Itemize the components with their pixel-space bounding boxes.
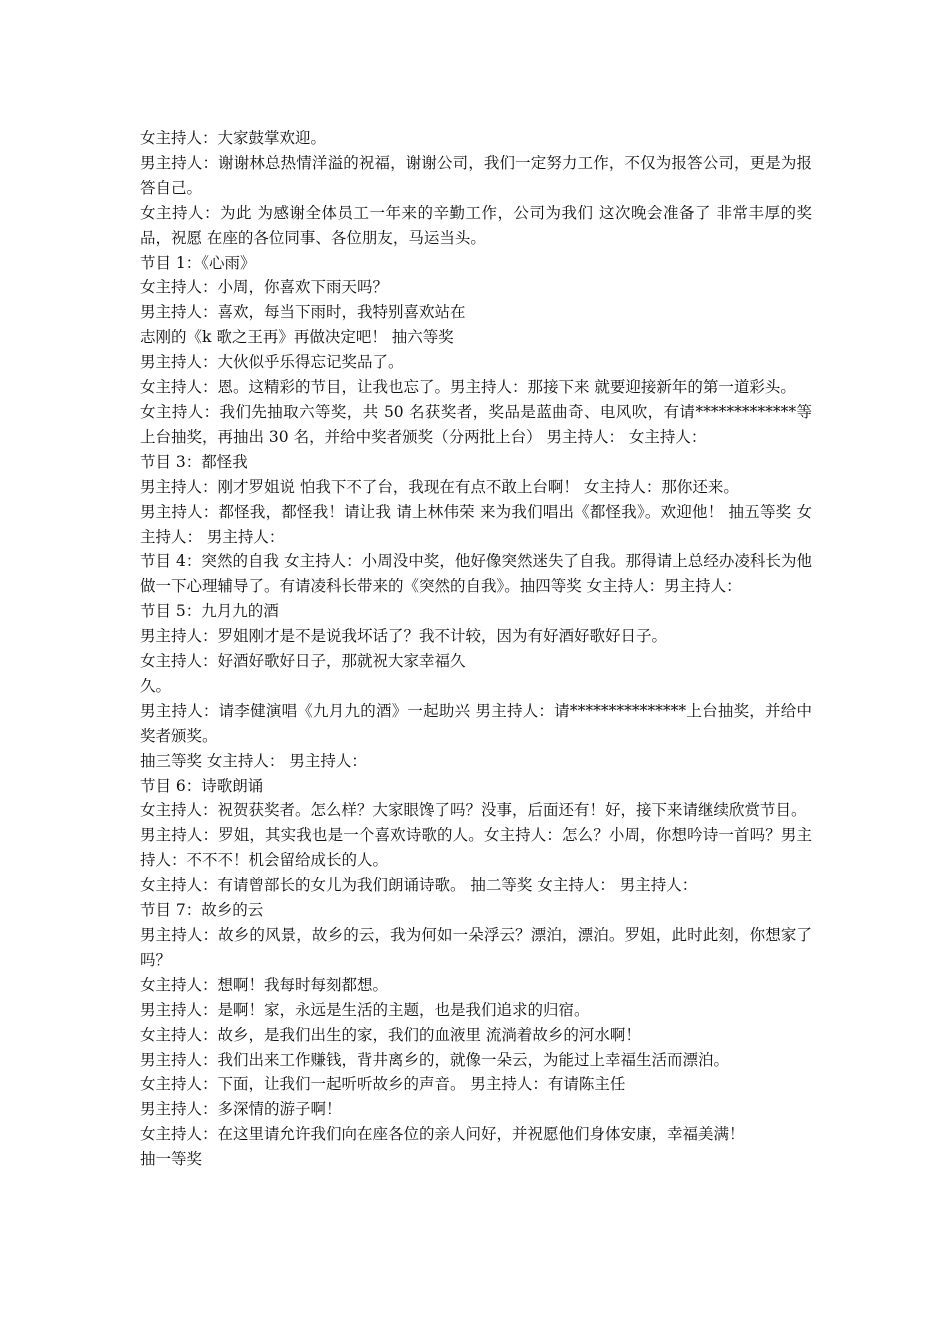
paragraph: 女主持人：下面，让我们一起听听故乡的声音。 男主持人：有请陈主任 [140,1075,626,1094]
paragraph: 节目 4：突然的自我 女主持人：小周没中奖，他好像突然迷失了自我。那得请上总经办凌科长为他做一下心理辅导了。有请凌科长带来的《突然的自我》。抽四等奖 女主持人：男主持人： [140,552,813,596]
paragraph: 抽三等奖 女主持人： 男主持人： [140,751,367,770]
paragraph: 女主持人：在这里请允许我们向在座各位的亲人问好，并祝愿他们身体安康，幸福美满！ [140,1125,745,1144]
paragraph: 男主持人：喜欢，每当下雨时，我特别喜欢站在 [140,303,466,322]
paragraph: 女主持人：祝贺获奖者。怎么样？大家眼馋了吗？没事，后面还有！好，接下来请继续欣赏节目。 [140,801,807,820]
program-heading: 节目 1：《心雨》 [140,253,256,272]
paragraph: 久。 [140,676,172,695]
paragraph: 女主持人：想啊！我每时每刻都想。 [140,975,389,994]
paragraph: 女主持人：我们先抽取六等奖，共 50 名获奖者，奖品是蓝曲奇、电风吹，有请*************等上台抽奖，再抽出 30 名，并给中奖者颁奖（分两批上台） 男主持人： 女主持人： [140,402,812,446]
paragraph: 女主持人：大家鼓掌欢迎。 [140,129,327,147]
paragraph: 女主持人：恩。这精彩的节目，让我也忘了。男主持人：那接下来 就要迎接新年的第一道彩头。 [140,378,796,397]
program-heading: 节目 5：九月九的酒 [140,602,279,621]
paragraph: 男主持人：都怪我，都怪我！请让我 请上林伟荣 来为我们唱出《都怪我》。欢迎他！ 抽五等奖 女主持人： 男主持人： [140,502,812,546]
paragraph: 男主持人：罗姐，其实我也是一个喜欢诗歌的人。女主持人：怎么？小周，你想吟诗一首吗？男主持人：不不不！机会留给成长的人。 [140,826,812,870]
program-heading: 节目 6：诗歌朗诵 [140,776,264,795]
paragraph: 男主持人：多深情的游子啊！ [140,1100,342,1119]
paragraph: 女主持人：好酒好歌好日子，那就祝大家幸福久 [140,652,466,671]
program-heading: 节目 7：故乡的云 [140,901,264,920]
paragraph: 男主持人：大伙似乎乐得忘记奖品了。 [140,353,404,372]
paragraph: 女主持人：为此 为感谢全体员工一年来的辛勤工作，公司为我们 这次晚会准备了 非常丰厚的奖品，祝愿 在座的各位同事、各位朋友，马运当头。 [140,203,812,247]
paragraph: 抽一等奖 [140,1150,203,1169]
paragraph: 男主持人：刚才罗姐说 怕我下不了台，我现在有点不敢上台啊！ 女主持人：那你还来。 [140,477,739,496]
paragraph: 男主持人：罗姐刚才是不是说我坏话了？我不计较，因为有好酒好歌好日子。 [140,627,668,646]
paragraph: 男主持人：故乡的风景，故乡的云，我为何如一朵浮云？漂泊，漂泊。罗姐，此时此刻，你想家了吗？ [140,926,812,969]
paragraph: 男主持人：谢谢林总热情洋溢的祝福，谢谢公司，我们一定努力工作，不仅为报答公司，更是为报答自己。 [140,153,812,197]
paragraph: 志刚的《k 歌之王再》再做决定吧！ 抽六等奖 [140,328,454,347]
document-body [140,126,812,1172]
paragraph: 男主持人：请李健演唱《九月九的酒》一起助兴 男主持人：请***************上台抽奖，并给中奖者颁奖。 [140,701,812,745]
program-heading: 节目 3：都怪我 [140,452,248,471]
paragraph: 男主持人：是啊！家，永远是生活的主题，也是我们追求的归宿。 [140,1000,590,1019]
paragraph: 女主持人：故乡，是我们出生的家，我们的血液里 流淌着故乡的河水啊！ [140,1025,641,1044]
paragraph: 男主持人：我们出来工作赚钱，背井离乡的，就像一朵云，为能过上幸福生活而漂泊。 [140,1050,730,1069]
paragraph: 女主持人：有请曾部长的女儿为我们朗诵诗歌。 抽二等奖 女主持人： 男主持人： [140,876,698,895]
paragraph: 女主持人：小周，你喜欢下雨天吗？ [140,278,389,297]
